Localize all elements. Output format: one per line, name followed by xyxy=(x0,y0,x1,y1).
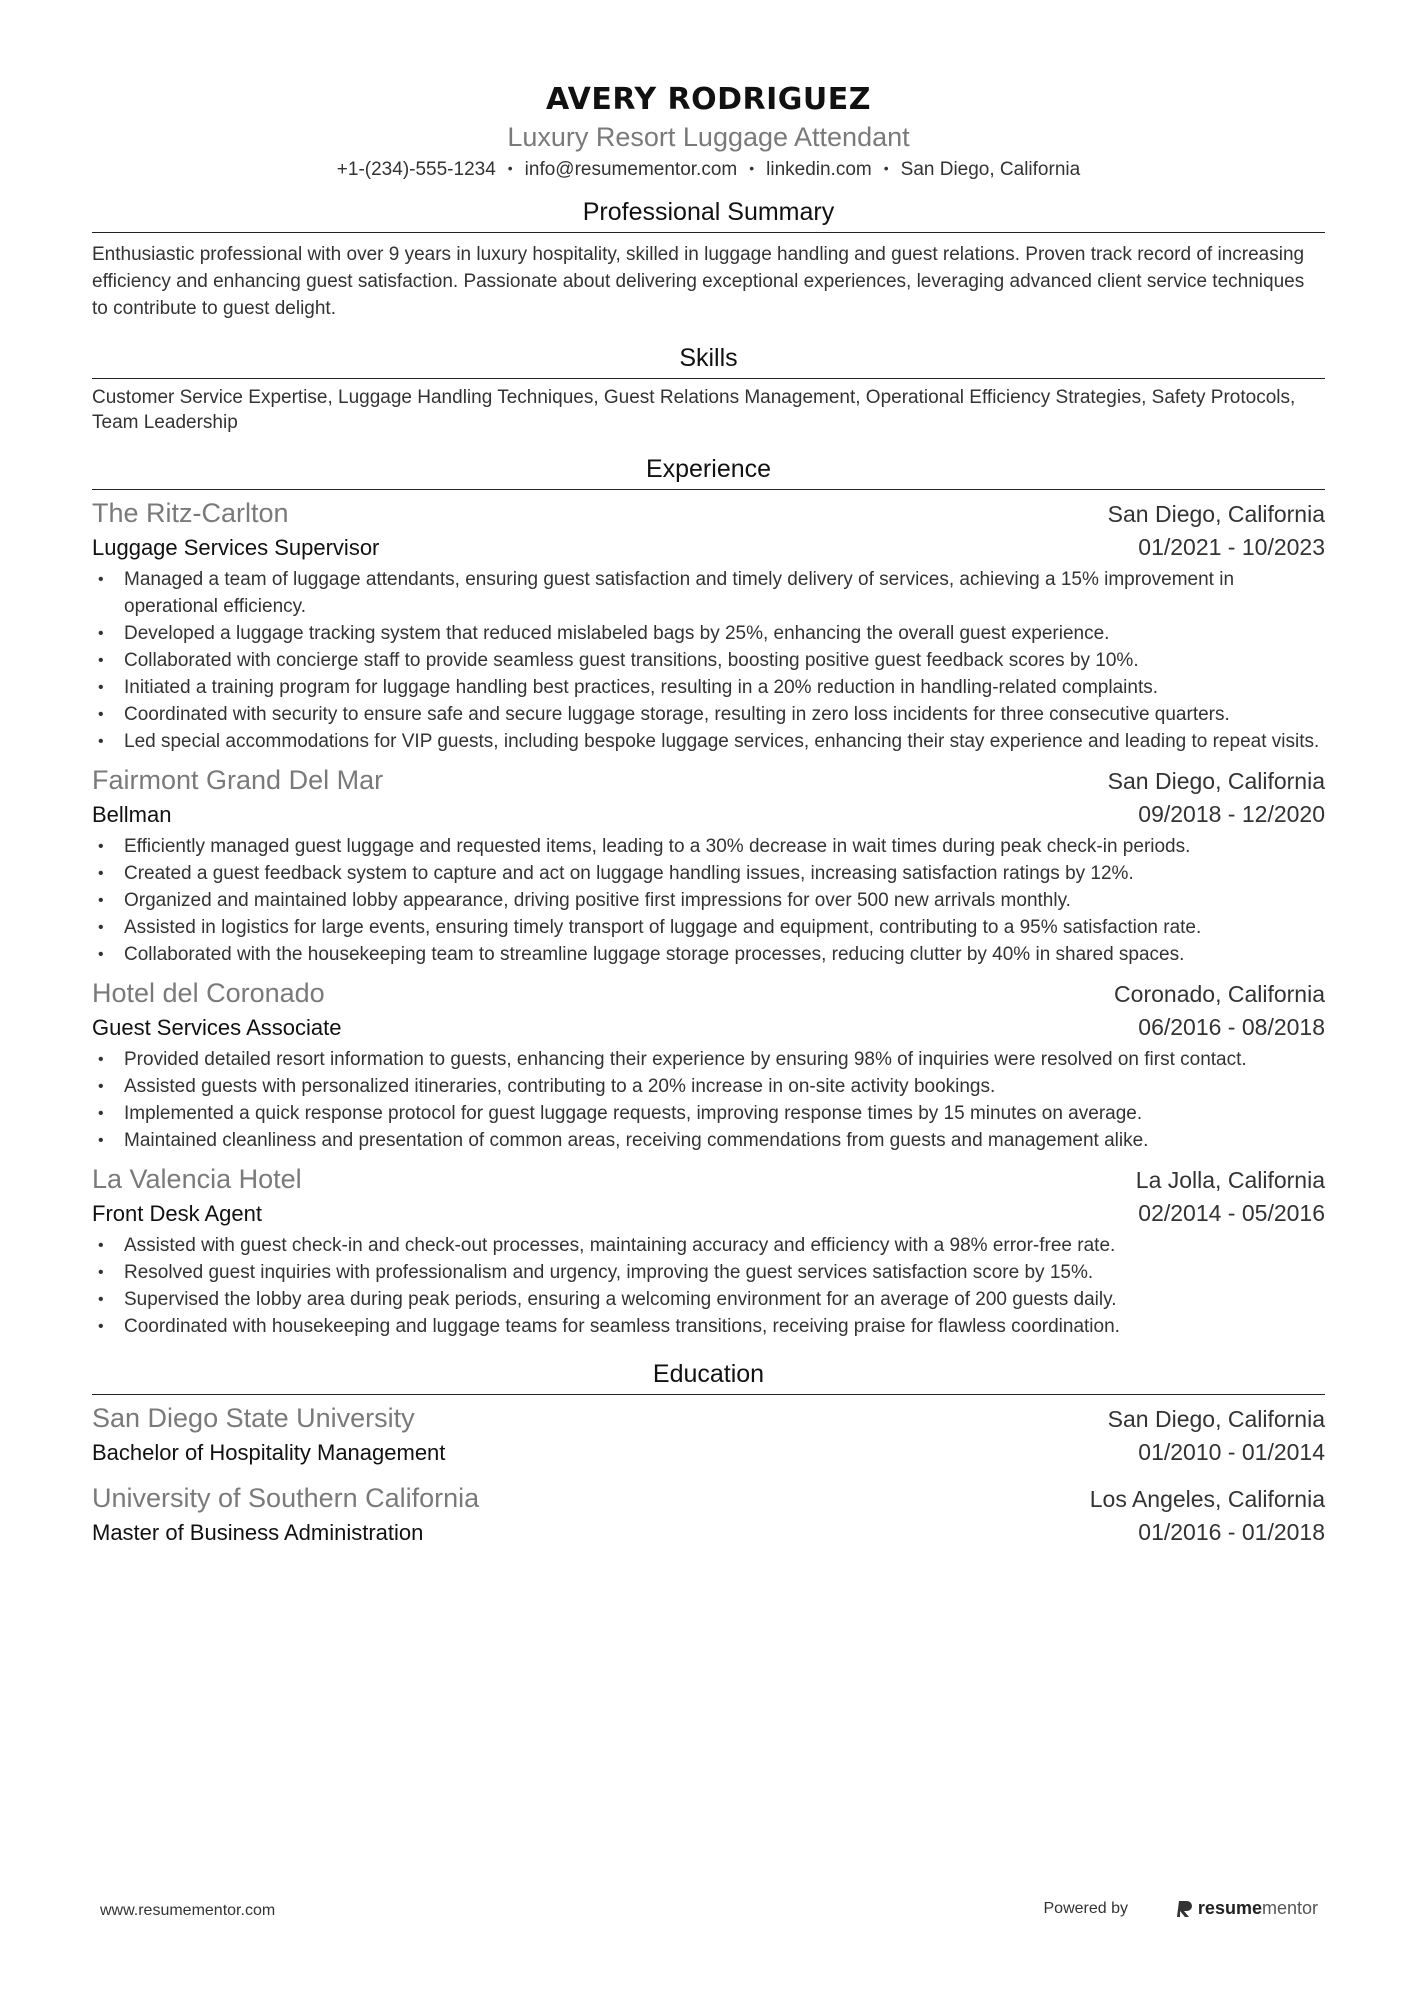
job-dates: 09/2018 - 12/2020 xyxy=(1138,801,1325,827)
bullet-item: • Created a guest feedback system to capture and act on luggage handling issues, increasing satisfaction ratings by 12%. xyxy=(92,860,1325,887)
job-entry xyxy=(92,496,1325,755)
job-company: Fairmont Grand Del Mar xyxy=(92,765,384,795)
bullet-item: • Resolved guest inquiries with professionalism and urgency, improving the guest services satisfaction score by 15%. xyxy=(92,1259,1325,1286)
job-entry xyxy=(92,763,1325,968)
school-name: San Diego State University xyxy=(92,1403,415,1433)
candidate-title: Luxury Resort Luggage Attendant xyxy=(507,122,910,152)
brand-logo[interactable] xyxy=(1176,1898,1318,1919)
summary-text: Enthusiastic professional with over 9 years in luxury hospitality, skilled in luggage handling and guest relations. Proven track record of increasing efficiency and enhancing guest satisfaction. Passionate about delivering exceptional experiences, leveraging advanced client service techniques to contribute to guest delight. xyxy=(92,244,1305,319)
bullet-item: • Coordinated with security to ensure safe and secure luggage storage, resulting in zero loss incidents for three consecutive quarters. xyxy=(92,701,1325,728)
candidate-name: AVERY RODRIGUEZ xyxy=(545,82,872,117)
bullet-item: • Efficiently managed guest luggage and requested items, leading to a 30% decrease in wait times during peak check-in periods. xyxy=(92,833,1325,860)
brand-name-light: mentor xyxy=(1261,1898,1318,1918)
job-bullets xyxy=(92,566,1325,755)
skills-text: Customer Service Expertise, Luggage Handling Techniques, Guest Relations Management, Operational Efficiency Strategies, Safety Protocols, Team Leadership xyxy=(92,387,1296,433)
section-heading-summary: Professional Summary xyxy=(92,196,1325,233)
job-bullets xyxy=(92,1046,1325,1154)
bullet-item: • Collaborated with concierge staff to provide seamless guest transitions, boosting positive guest feedback scores by 10%. xyxy=(92,647,1325,674)
job-location: Coronado, California xyxy=(1114,981,1325,1007)
brand-mark-icon xyxy=(1176,1899,1194,1919)
bullet-item: • Led special accommodations for VIP guests, including bespoke luggage services, enhancing their stay experience and leading to repeat visits. xyxy=(92,728,1325,755)
job-company: The Ritz-Carlton xyxy=(92,498,289,528)
section-heading-education: Education xyxy=(92,1358,1325,1395)
bullet-item: • Developed a luggage tracking system that reduced mislabeled bags by 25%, enhancing the overall guest experience. xyxy=(92,620,1325,647)
summary-section xyxy=(92,196,1325,322)
brand-name-bold: resume xyxy=(1197,1898,1262,1918)
page-footer xyxy=(100,1898,1318,1928)
bullet-item: • Managed a team of luggage attendants, ensuring guest satisfaction and timely delivery of services, achieving a 15% improvement in operational efficiency. xyxy=(92,566,1325,620)
bullet-item: • Assisted with guest check-in and check-out processes, maintaining accuracy and efficiency with a 98% error-free rate. xyxy=(92,1232,1325,1259)
bullet-item: • Supervised the lobby area during peak periods, ensuring a welcoming environment for an average of 200 guests daily. xyxy=(92,1286,1325,1313)
school-name: University of Southern California xyxy=(92,1483,480,1513)
section-heading-experience: Experience xyxy=(92,453,1325,490)
footer-url[interactable]: www.resumementor.com xyxy=(100,1902,276,1919)
education-entry xyxy=(92,1481,1325,1549)
job-role: Front Desk Agent xyxy=(92,1201,262,1226)
contact-line xyxy=(92,154,1325,184)
resume-page xyxy=(92,80,1325,1549)
job-location: San Diego, California xyxy=(1107,768,1325,794)
bullet-item: • Assisted in logistics for large events, ensuring timely transport of luggage and equipment, contributing to a 95% satisfaction rate. xyxy=(92,914,1325,941)
section-heading-skills: Skills xyxy=(92,342,1325,379)
school-location: San Diego, California xyxy=(1107,1406,1325,1432)
education-entry xyxy=(92,1401,1325,1469)
job-location: La Jolla, California xyxy=(1135,1167,1325,1193)
skills-section xyxy=(92,342,1325,435)
job-location: San Diego, California xyxy=(1107,501,1325,527)
degree-name: Master of Business Administration xyxy=(92,1520,424,1545)
job-role: Guest Services Associate xyxy=(92,1015,342,1040)
school-location: Los Angeles, California xyxy=(1089,1486,1325,1512)
contact-linkedin[interactable]: linkedin.com xyxy=(766,159,872,180)
job-company: La Valencia Hotel xyxy=(92,1164,302,1194)
bullet-item: • Maintained cleanliness and presentation of common areas, receiving commendations from guests and management alike. xyxy=(92,1127,1325,1154)
job-bullets xyxy=(92,1232,1325,1340)
contact-separator: • xyxy=(883,160,889,176)
contact-location: San Diego, California xyxy=(900,159,1081,180)
job-bullets xyxy=(92,833,1325,968)
education-dates: 01/2016 - 01/2018 xyxy=(1138,1519,1325,1545)
job-role: Luggage Services Supervisor xyxy=(92,535,380,560)
bullet-item: • Implemented a quick response protocol for guest luggage requests, improving response times by 15 minutes on average. xyxy=(92,1100,1325,1127)
job-company: Hotel del Coronado xyxy=(92,978,325,1008)
degree-name: Bachelor of Hospitality Management xyxy=(92,1440,446,1465)
job-dates: 01/2021 - 10/2023 xyxy=(1138,534,1325,560)
experience-section xyxy=(92,453,1325,1340)
bullet-item: • Coordinated with housekeeping and luggage teams for seamless transitions, receiving praise for flawless coordination. xyxy=(92,1313,1325,1340)
contact-email[interactable]: info@resumementor.com xyxy=(524,159,738,180)
education-section xyxy=(92,1358,1325,1549)
contact-phone: +1-(234)-555-1234 xyxy=(336,159,496,180)
bullet-item: • Collaborated with the housekeeping team to streamline luggage storage processes, reducing clutter by 40% in shared spaces. xyxy=(92,941,1325,968)
bullet-item: • Organized and maintained lobby appearance, driving positive first impressions for over 500 new arrivals monthly. xyxy=(92,887,1325,914)
job-dates: 02/2014 - 05/2016 xyxy=(1138,1200,1325,1226)
powered-by-label: Powered by xyxy=(1043,1900,1128,1917)
job-entry xyxy=(92,1162,1325,1340)
contact-separator: • xyxy=(507,160,513,176)
job-dates: 06/2016 - 08/2018 xyxy=(1138,1014,1325,1040)
job-role: Bellman xyxy=(92,802,172,827)
education-dates: 01/2010 - 01/2014 xyxy=(1138,1439,1325,1465)
job-entry xyxy=(92,976,1325,1154)
bullet-item: • Provided detailed resort information to guests, enhancing their experience by ensuring 98% of inquiries were resolved on first contact. xyxy=(92,1046,1325,1073)
contact-separator: • xyxy=(749,160,755,176)
bullet-item: • Assisted guests with personalized itineraries, contributing to a 20% increase in on-site activity bookings. xyxy=(92,1073,1325,1100)
bullet-item: • Initiated a training program for luggage handling best practices, resulting in a 20% reduction in handling-related complaints. xyxy=(92,674,1325,701)
